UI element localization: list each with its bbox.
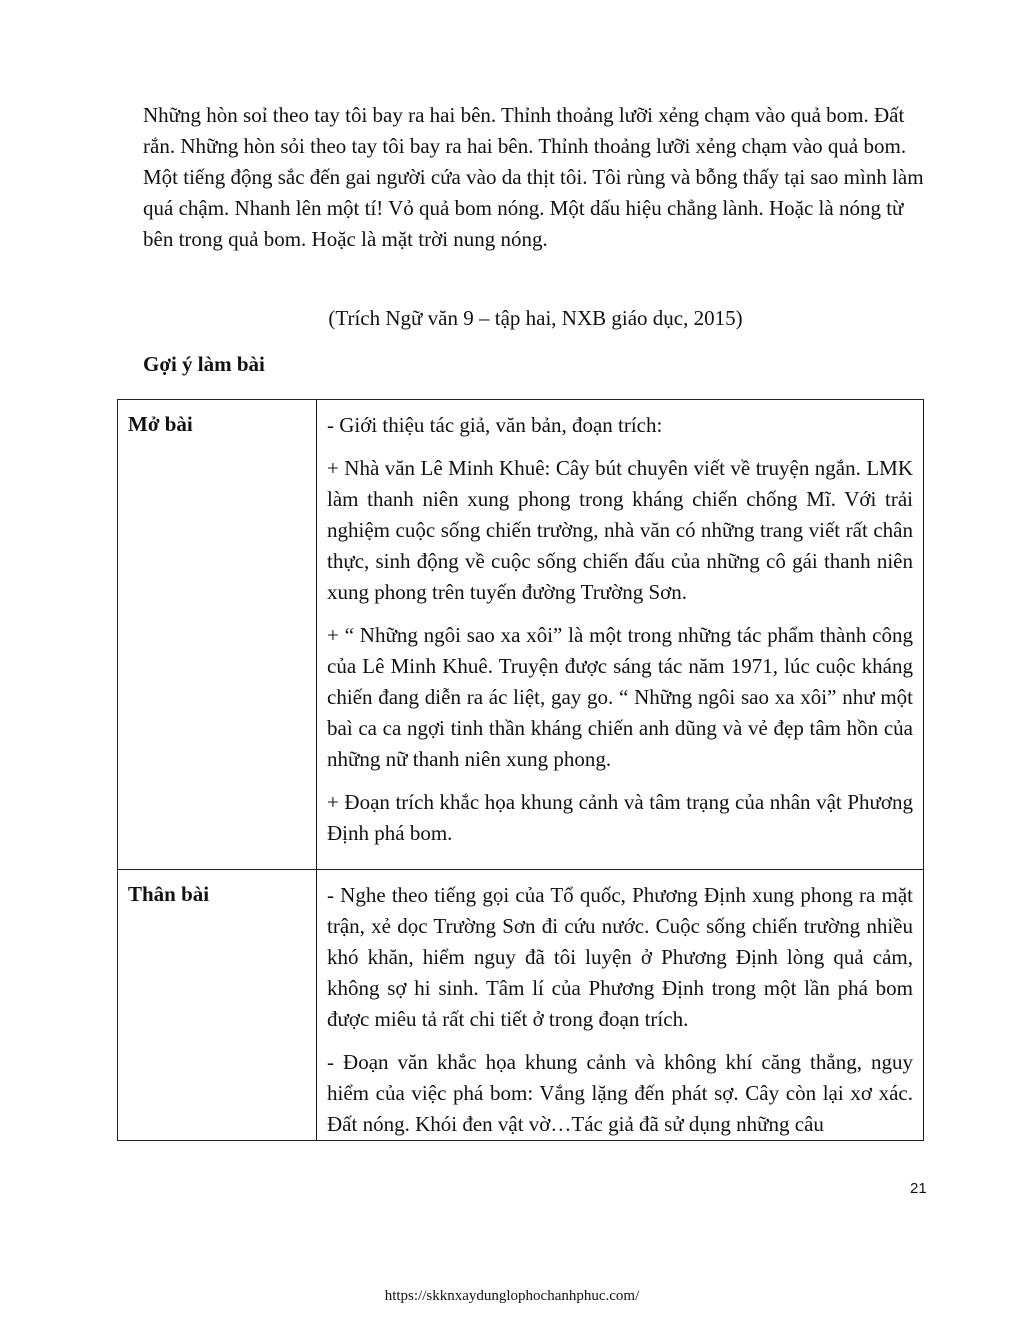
footer-url: https://skknxaydunglophochanhphuc.com/ (384, 1288, 640, 1304)
table-row-than-bai (118, 870, 924, 1141)
row-content-mo-bai (317, 400, 924, 870)
outline-table (117, 399, 924, 1141)
row-label-than-bai: Thân bài (118, 870, 317, 1141)
row-content-than-bai (317, 870, 924, 1141)
content-paragraph: - Đoạn văn khắc họa khung cảnh và không khí căng thẳng, nguy hiểm của việc phá bom: Vắng lặng đến phát sợ. Cây còn lại xơ xác. Đất nóng. Khói đen vật vờ…Tác giả đã sử dụng những câu (327, 1050, 913, 1136)
intro-paragraph: Những hòn soỉ theo tay tôi bay ra hai bên. Thỉnh thoảng lưỡi xẻng chạm vào quả bom. Đất rắn. Những hòn sỏi theo tay tôi bay ra hai bên. Thỉnh thoảng lưỡi xẻng chạm vào quả bom. Một tiếng động sắc đến gai người cứa vào da thịt tôi. Tôi rùng và bỗng thấy tại sao mình làm quá chậm. Nhanh lên một tí! Vỏ quả bom nóng. Một dấu hiệu chẳng lành. Hoặc là nóng từ bên trong quả bom. Hoặc là mặt trời nung nóng. (143, 103, 924, 251)
content-paragraph: + Nhà văn Lê Minh Khuê: Cây bút chuyên viết về truyện ngắn. LMK làm thanh niên xung phong trong kháng chiến chống Mĩ. Với trải nghiệm cuộc sống chiến trường, nhà văn có những trang viết rất chân thực, sinh động về cuộc sống chiến đấu của những cô gái thanh niên xung phong trên tuyến đường Trường Sơn. (327, 456, 913, 604)
content-paragraph: - Giới thiệu tác giả, văn bản, đoạn trích: (327, 413, 663, 437)
citation: (Trích Ngữ văn 9 – tập hai, NXB giáo dục, 2015) (328, 306, 743, 330)
table-row-mo-bai (118, 400, 924, 870)
section-heading: Gợi ý làm bài (143, 352, 265, 376)
content-paragraph: + Đoạn trích khắc họa khung cảnh và tâm trạng của nhân vật Phương Định phá bom. (327, 790, 913, 845)
content-paragraph: + “ Những ngôi sao xa xôi” là một trong những tác phẩm thành công của Lê Minh Khuê. Truyện được sáng tác năm 1971, lúc cuộc kháng chiến đang diễn ra ác liệt, gay go. “ Những ngôi sao xa xôi” như một baì ca ca ngợi tinh thần kháng chiến anh dũng và vẻ đẹp tâm hồn của những nữ thanh niên xung phong. (327, 623, 913, 771)
row-label-mo-bai: Mở bài (118, 400, 317, 870)
page-number: 21 (910, 1180, 927, 1197)
content-paragraph: - Nghe theo tiếng gọi của Tổ quốc, Phương Định xung phong ra mặt trận, xẻ dọc Trường Sơn đi cứu nước. Cuộc sống chiến trường nhiều khó khăn, hiểm nguy đã tôi luyện ở Phương Định lòng quả cảm, không sợ hi sinh. Tâm lí của Phương Định trong một lần phá bom được miêu tả rất chi tiết ở trong đoạn trích. (327, 883, 913, 1031)
